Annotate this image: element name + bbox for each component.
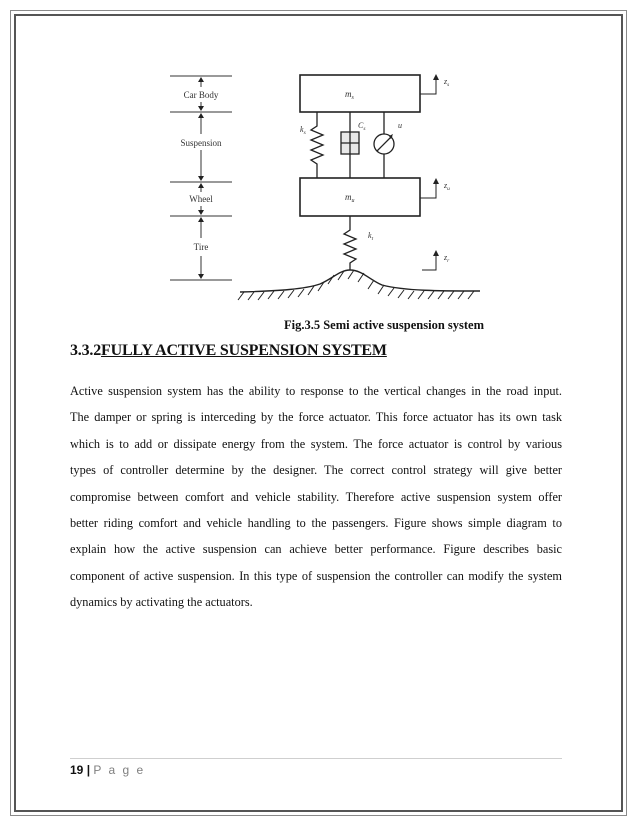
section-number: 3.3.2	[70, 342, 102, 359]
page-footer	[70, 763, 145, 777]
paragraph-line: explain how the active suspension can achieve better performance. Figure describes basic	[70, 542, 562, 557]
unsprung-mass-symbol: $m_u$	[345, 192, 355, 204]
zs-symbol: $z_s$	[444, 77, 450, 88]
label-wheel: Wheel	[189, 194, 213, 204]
road-hatching	[238, 270, 474, 300]
page-word: P a g e	[93, 763, 146, 777]
force-actuator	[374, 112, 394, 178]
footer-separator: |	[83, 763, 94, 777]
paragraph-line: component of active suspension. In this type of suspension the controller can modify the system	[70, 568, 562, 583]
sprung-mass-symbol: $m_s$	[345, 89, 354, 101]
figure-caption: Fig.3.5 Semi active suspension system	[284, 318, 484, 332]
tire-stiffness-symbol: $k_t$	[368, 231, 374, 242]
road-profile	[240, 270, 480, 292]
section-title: FULLY ACTIVE SUSPENSION SYSTEM	[101, 342, 387, 359]
paragraph-line: The damper or spring is interceding by the force actuator. This force actuator has its own task	[70, 410, 562, 425]
paragraph-line: Active suspension system has the ability to response to the vertical changes in the road input.	[70, 384, 562, 398]
paragraph-line: types of controller determine by the designer. The correct control strategy will give better	[70, 463, 562, 478]
paragraph-line: compromise between comfort and vehicle stability. Therefore active suspension system offer	[70, 489, 562, 504]
sprung-mass-block	[300, 75, 420, 112]
tire-spring	[344, 216, 356, 270]
label-tire: Tire	[193, 242, 209, 252]
page-number: 19	[70, 763, 84, 777]
suspension-spring	[311, 112, 323, 178]
body-paragraph	[70, 378, 562, 616]
control-force-symbol: u	[398, 121, 402, 130]
footer-divider	[70, 758, 562, 759]
quarter-car-suspension-diagram	[160, 70, 490, 310]
paragraph-line: dynamics by activating the actuators.	[70, 595, 253, 610]
zr-symbol: $z_r$	[444, 253, 450, 264]
variable-damper	[341, 112, 359, 178]
label-car-body: Car Body	[183, 90, 219, 100]
unsprung-mass-block	[300, 178, 420, 216]
paragraph-line: which is to add or dissipate energy from the system. The force actuator is control by various	[70, 436, 562, 451]
section-heading	[70, 342, 387, 360]
zu-symbol: $z_u$	[444, 181, 450, 192]
paragraph-line: better riding comfort and vehicle handling to the passengers. Figure shows simple diagram to	[70, 516, 562, 531]
spring-symbol: $k_s$	[300, 125, 306, 136]
damper-symbol: $C_s$	[358, 121, 366, 132]
label-suspension: Suspension	[180, 138, 222, 148]
